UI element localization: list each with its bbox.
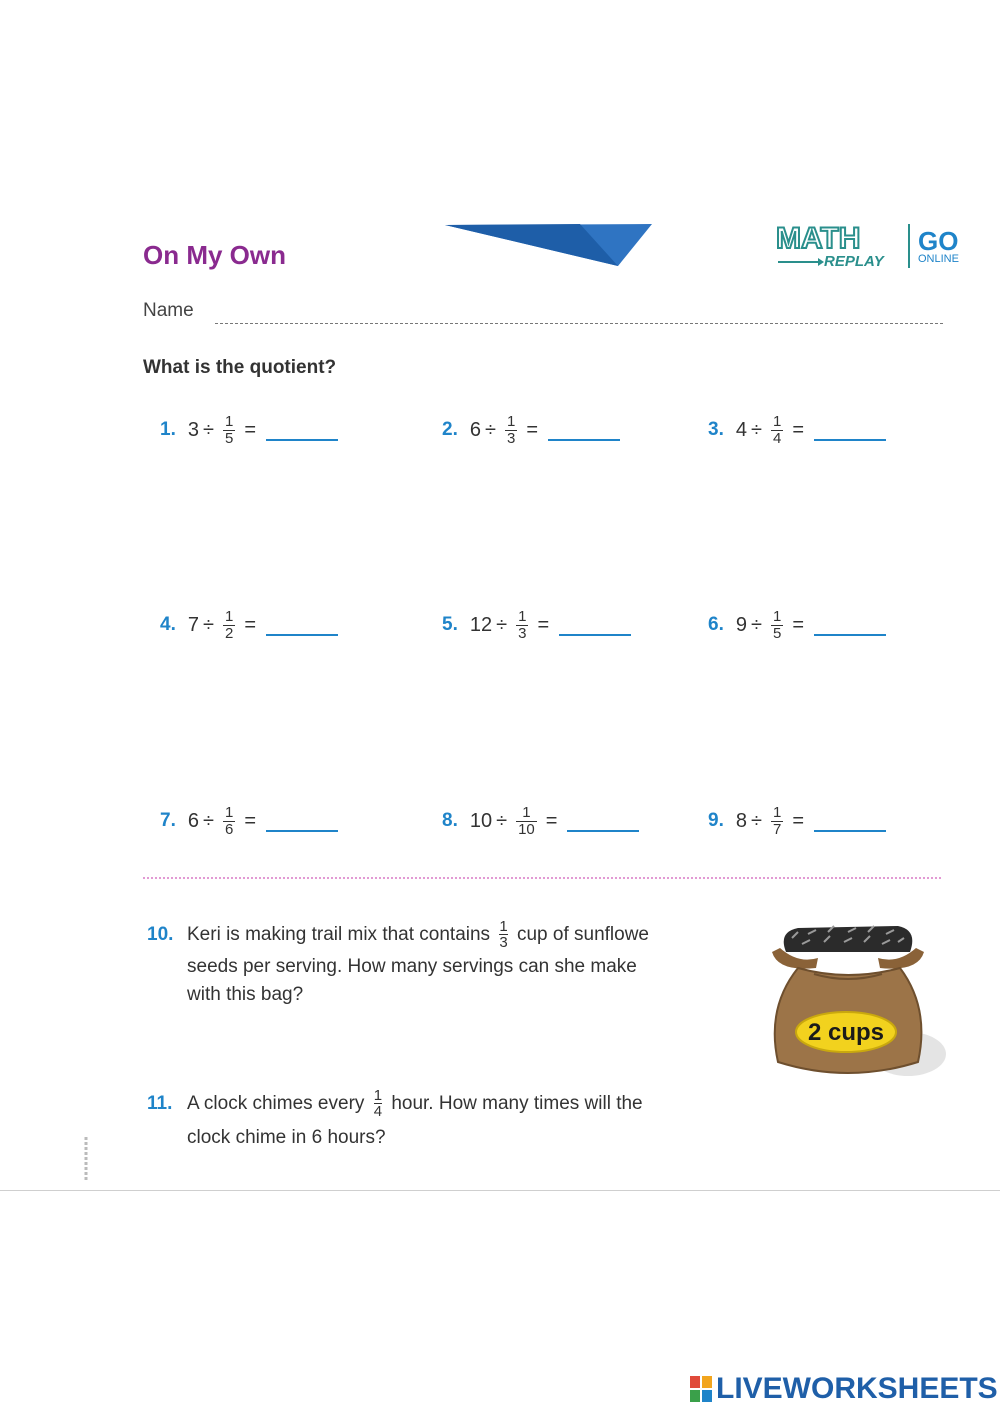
problem-number: 8.	[442, 810, 458, 831]
answer-blank[interactable]	[559, 614, 631, 636]
problem-number: 3.	[708, 419, 724, 440]
math-replay-go-online-logo	[772, 218, 982, 279]
answer-blank[interactable]	[814, 614, 886, 636]
divisor-fraction: $\frac{1}{7}$	[772, 803, 782, 838]
fraction: $\frac{1}{3}$	[499, 918, 508, 952]
equals-sign: =	[244, 418, 256, 441]
page-bottom-rule	[0, 1190, 1000, 1191]
liveworksheets-watermark	[690, 1372, 998, 1406]
liveworksheets-logo-icon	[690, 1376, 712, 1402]
problem-number: 7.	[160, 810, 176, 831]
divide-sign: ÷	[202, 809, 214, 832]
divide-sign: ÷	[750, 613, 762, 636]
answer-blank[interactable]	[266, 614, 338, 636]
fraction: $\frac{1}{4}$	[373, 1087, 383, 1121]
divisor-fraction: $\frac{1}{4}$	[772, 412, 782, 447]
problem-number: 5.	[442, 614, 458, 635]
problem-number: 1.	[160, 419, 176, 440]
problem-line-1: Keri is making trail mix that contains $\frac{1}{3}$ cup of sunflowe	[187, 918, 649, 952]
problem-line-2: seeds per serving. How many servings can she make	[187, 956, 637, 977]
name-label: Name	[143, 300, 194, 321]
problem-line-3: with this bag?	[187, 984, 304, 1005]
divide-sign: ÷	[202, 613, 214, 636]
divide-sign: ÷	[750, 809, 762, 832]
problem-line-1: A clock chimes every $\frac{1}{4}$ hour. How many times will the	[187, 1087, 643, 1121]
dividend: 7	[187, 613, 199, 636]
equals-sign: =	[545, 809, 558, 832]
dividend: 4	[735, 418, 747, 441]
dividend: 12	[469, 613, 493, 636]
seed-bag-illustration	[758, 912, 948, 1092]
problem-number: 9.	[708, 810, 724, 831]
watermark-text: LIVEWORKSHEETS	[716, 1372, 998, 1405]
logo-replay-text: REPLAY	[824, 253, 884, 270]
logo-go-text: GO	[918, 226, 959, 256]
blue-ribbon-decoration	[440, 222, 655, 268]
divisor-fraction: $\frac{1}{5}$	[224, 412, 234, 447]
copyright-mark	[80, 1135, 92, 1183]
problem-2	[442, 406, 620, 454]
divisor-fraction: $\frac{1}{10}$	[518, 803, 535, 838]
divide-sign: ÷	[496, 809, 508, 832]
section-title: On My Own	[143, 240, 286, 270]
divide-sign: ÷	[202, 418, 214, 441]
equals-sign: =	[537, 613, 550, 636]
divisor-fraction: $\frac{1}{3}$	[506, 412, 516, 447]
dividend: 6	[187, 809, 199, 832]
logo-online-text: ONLINE	[918, 253, 959, 265]
instructions: What is the quotient?	[143, 357, 337, 378]
name-input-line[interactable]	[215, 323, 943, 324]
answer-blank[interactable]	[548, 419, 620, 441]
answer-blank[interactable]	[567, 810, 639, 832]
dividend: 8	[735, 809, 747, 832]
equals-sign: =	[792, 613, 804, 636]
divide-sign: ÷	[750, 418, 762, 441]
problem-7	[160, 797, 338, 845]
divide-sign: ÷	[484, 418, 496, 441]
problem-number: 2.	[442, 419, 458, 440]
divisor-fraction: $\frac{1}{3}$	[518, 607, 527, 642]
problem-number: 11.	[147, 1093, 173, 1114]
equals-sign: =	[244, 613, 256, 636]
divisor-fraction: $\frac{1}{6}$	[224, 803, 234, 838]
problem-9	[708, 797, 886, 845]
equals-sign: =	[526, 418, 538, 441]
answer-blank[interactable]	[266, 810, 338, 832]
problem-3	[708, 406, 886, 454]
problem-1	[160, 406, 338, 454]
dividend: 3	[187, 418, 199, 441]
dividend: 9	[735, 613, 747, 636]
divide-sign: ÷	[496, 613, 508, 636]
equals-sign: =	[792, 418, 804, 441]
bag-label: 2 cups	[807, 1019, 885, 1046]
answer-blank[interactable]	[266, 419, 338, 441]
dividend: 10	[469, 809, 493, 832]
section-divider	[143, 877, 941, 879]
word-problem-10	[147, 918, 747, 1011]
divisor-fraction: $\frac{1}{2}$	[224, 607, 234, 642]
problem-6	[708, 601, 886, 649]
problem-number: 10.	[147, 924, 174, 945]
problem-number: 6.	[708, 614, 724, 635]
problem-8	[442, 797, 639, 845]
problem-5	[442, 601, 631, 649]
logo-math-text: MATH	[776, 222, 861, 255]
problem-line-2: clock chime in 6 hours?	[187, 1127, 386, 1148]
answer-blank[interactable]	[814, 810, 886, 832]
word-problem-11	[147, 1087, 747, 1154]
problem-number: 4.	[160, 614, 176, 635]
dividend: 6	[469, 418, 481, 441]
divisor-fraction: $\frac{1}{5}$	[772, 607, 782, 642]
answer-blank[interactable]	[814, 419, 886, 441]
problem-4	[160, 601, 338, 649]
equals-sign: =	[244, 809, 256, 832]
equals-sign: =	[792, 809, 804, 832]
